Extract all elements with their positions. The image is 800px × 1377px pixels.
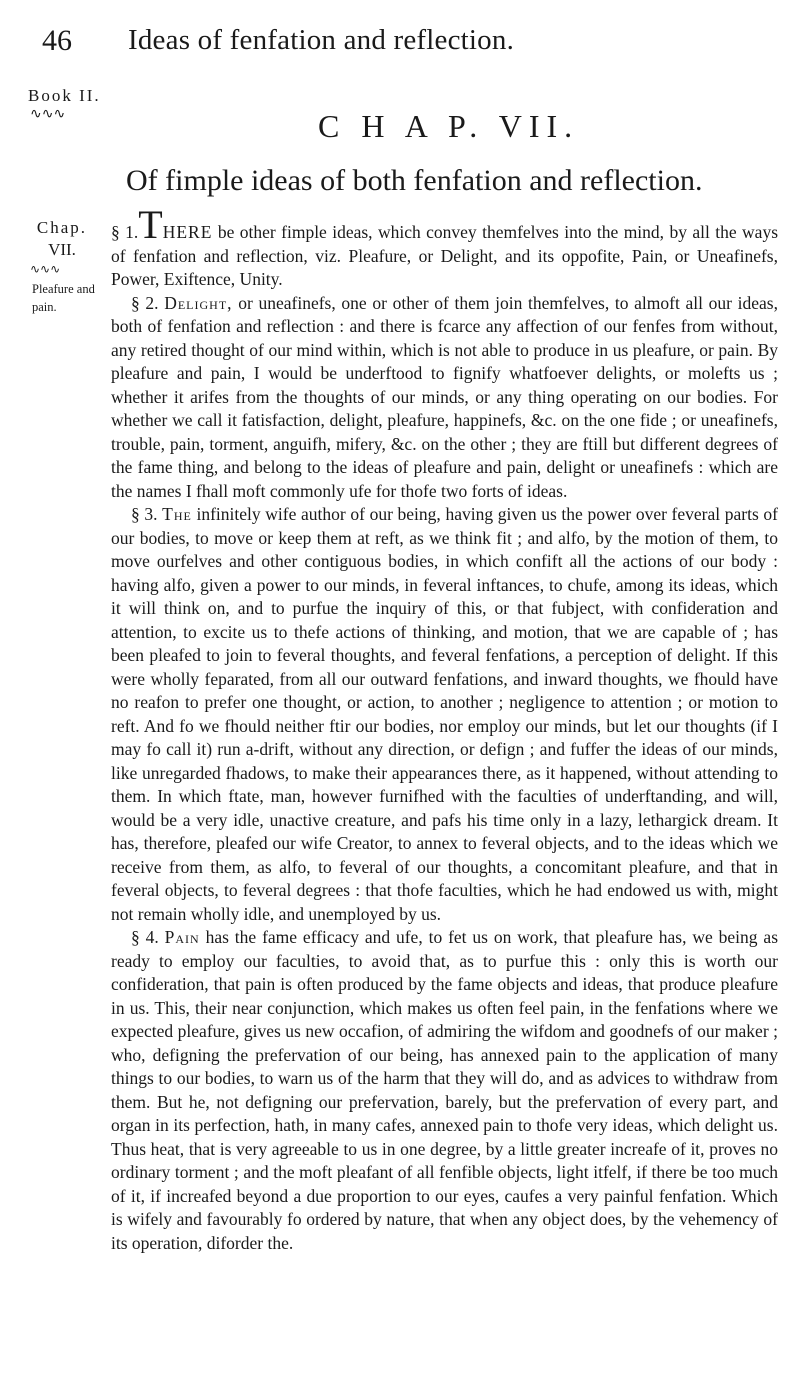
paragraph-section-4	[111, 926, 778, 1255]
paragraph-text: has the fame efficacy and ufe, to fet us on work, that pleafure has, we being as ready to employ our faculties, to avoid that, as to purfue this : only this is worth our confideration, that pain is often produced by the fame objects and ideas, that produce pleafure in us. This, their near conjunction, which makes us often feel pain, in the fenfations where we expected pleafure, gives us new occafion, of admiring the wifdom and goodnefs of our maker ; who, defigning the prefervation of our being, has annexed pain to the application of many things to our bodies, to warn us of the harm that they will do, and as advices to withdraw from them. But he, not defigning our prefervation, barely, but the prefervation of every part, and organ in its perfection, hath, in many cafes, annexed pain to thofe very ideas, which delight us. Thus heat, that is very agreeable to us in one degree, by a little greater increafe of it, proves no ordinary torment ; and the moft pleafant of all fenfible objects, light itfelf, if there be too much of it, if increafed beyond a due proportion to our eyes, caufes a very painful fenfation. Which is wifely and favourably fo ordered by nature, that when any object does, by the vehemency of its operation, diforder the.	[111, 927, 779, 1253]
body-text	[111, 202, 779, 1255]
book-flourish-ornament: ∿∿∿	[30, 107, 66, 122]
margin-chap-label: Chap.	[36, 218, 88, 237]
section-number: § 4.	[131, 927, 159, 947]
section-lead: HERE	[162, 222, 213, 242]
paragraph-text: be other fimple ideas, which convey themfelves into the mind, by all the ways of fenfation and reflection, viz. Pleafure, or Delight, and its oppofite, Pain, or Uneafinefs, Power, Exiftence, Unity.	[111, 222, 779, 289]
drop-cap: T	[138, 202, 163, 247]
section-number: § 2.	[131, 292, 159, 313]
margin-note: Pleafure and pain.	[32, 282, 95, 314]
running-head: Ideas of fenfation and reflection.	[128, 24, 515, 56]
page-number: 46	[42, 24, 72, 57]
section-lead: The	[162, 504, 192, 524]
section-number: § 3.	[131, 504, 158, 524]
section-number: § 1.	[111, 222, 139, 242]
paragraph-text: infinitely wife author of our being, having given us the power over feveral parts of our bodies, to move or keep them at reft, as we think fit ; and alfo, by the motion of them, to move ourfelves and other contiguous bodies, in which confift all the actions of our body : having alfo, given a power to our minds, in feveral inftances, to chufe, among its ideas, which it will think on, and to purfue the inquiry of this, or that fubject, with confideration and attention, to excite us to thefe actions of thinking, and motion, that we are capable of ; has been pleafed to join to feveral thoughts, and feveral fenfations, a perception of delight. If this were wholly feparated, from all our outward fenfations, and inward thoughts, we fhould have no reafon to prefer one thought, or action, to another ; negligence to attention ; or motion to reft. And fo we fhould neither ftir our bodies, nor employ our minds, but let our thoughts (if I may fo call it) run a-drift, without any direction, or defign ; and fuffer the ideas of our minds, like unregarded fhadows, to make their appearances there, as it happened, without attending to them. In which ftate, man, however furnifhed with the faculties of underftanding, and will, would be a very idle, unactive creature, and pafs his time only in a lazy, lethargick dream. It has, therefore, pleafed our wife Creator, to annex to feveral objects, and to the ideas which we receive from them, as alfo, to feveral of our thoughts, a concomitant pleafure, and that in feveral objects, to feveral degrees : that thofe faculties, which he had endowed us with, might not remain wholly idle, and unemployed by us.	[111, 504, 778, 924]
paragraph-text: or uneafinefs, one or other of them join themfelves, to almoft all our ideas, both of fenfation and reflection : and there is fcarce any affection of our fenfes from without, any retired thought of our mind within, which is not able to produce in us pleafure, or pain. By pleafure and pain, I would be underftood to fignify whatfoever delights, or molefts us ; whether it arifes from the thoughts of our minds, or any thing operating on our bodies. For whether we call it fatisfaction, delight, pleafure, happinefs, &c. on the one fide ; or uneafinefs, trouble, pain, torment, anguifh, mifery, &c. on the other ; they are ftill but different degrees of the fame thing, and belong to the ideas of pleafure and pain, delight or uneafinefs : which are the names I fhall moft commonly ufe for thofe two forts of ideas.	[111, 292, 778, 501]
paragraph-section-1	[111, 202, 779, 292]
chapter-title: C H A P. VII.	[318, 108, 580, 144]
margin-chap-number: VII.	[48, 240, 76, 259]
chapter-subtitle: Of fimple ideas of both fenfation and reflection.	[126, 164, 703, 197]
section-lead: Delight,	[164, 292, 233, 313]
margin-book-label: Book II.	[28, 86, 101, 105]
paragraph-section-2	[111, 292, 778, 504]
chap-flourish-ornament: ∿∿∿	[30, 262, 61, 276]
section-lead: Pain	[164, 927, 200, 947]
paragraph-section-3	[111, 503, 778, 926]
